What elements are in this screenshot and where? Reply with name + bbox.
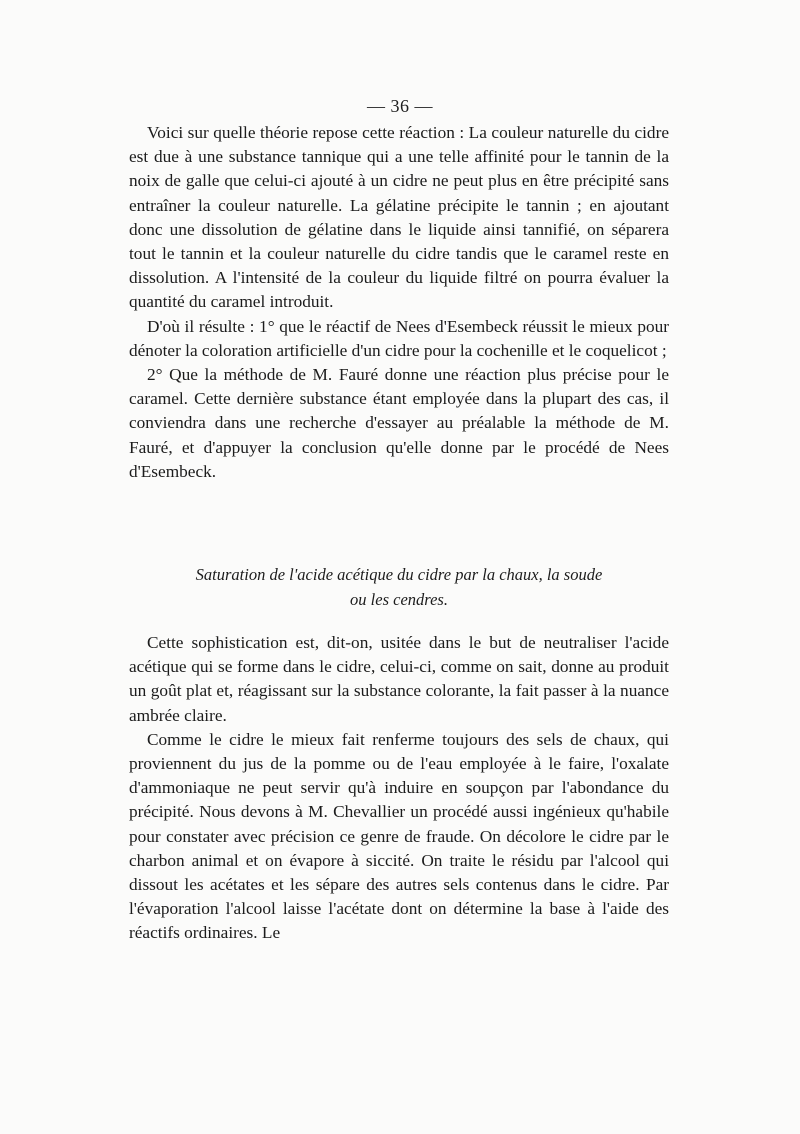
paragraph-chevallier-method: Comme le cidre le mieux fait renferme toujours des sels de chaux, qui proviennent du jus de la pomme ou de l'eau employée à le faire, l'oxalate d'ammoniaque ne peut servir qu'à induire en soupçon par l'abondance du précipité. Nous devons à M. Chevallier un procédé aussi ingénieux qu'habile pour constater avec précision ce genre de fraude. On décolore le cidre par le charbon animal et on évapore à siccité. On traite le résidu par l'alcool qui dissout les acétates et les sépare des autres sels contenus dans le cidre. Par l'évaporation l'alcool laisse l'acétate dont on détermine la base à l'aide des réactifs ordinaires. Le (129, 729, 669, 943)
section-heading-line-2: ou les cendres. (350, 590, 448, 609)
section-1-text (129, 121, 669, 484)
paragraph-theory: Voici sur quelle théorie repose cette réaction : La couleur naturelle du cidre est due à une substance tannique qui a une telle affinité pour le tannin de la noix de galle que celui-ci ajouté à un cidre ne peut plus en être précipité sans entraîner la couleur naturelle. La gélatine précipite le tannin ; en ajoutant donc une dissolution de gélatine dans le liquide ainsi tannifié, on séparera tout le tannin et la couleur naturelle du cidre tandis que le caramel reste en dissolution. A l'intensité de la couleur du liquide filtré on pourra évaluer la quantité du caramel introduit. (129, 123, 669, 312)
paragraph-result-1: D'où il résulte : 1° que le réactif de Nees d'Esembeck réussit le mieux pour dénoter la coloration artificielle d'un cidre pour la cochenille et le coquelicot ; (129, 316, 669, 360)
section-2-text (129, 631, 669, 946)
section-heading-line-1: Saturation de l'acide acétique du cidre par la chaux, la soude (195, 565, 603, 584)
paragraph-result-2: 2° Que la méthode de M. Fauré donne une réaction plus précise pour le caramel. Cette dernière substance étant employée dans la plupart des cas, il conviendra dans une recherche d'essayer au préalable la méthode de M. Fauré, et d'appuyer la conclusion qu'elle donne par le procédé de Nees d'Esembeck. (129, 365, 669, 481)
page-number: — 36 — (367, 96, 433, 116)
paragraph-sophistication: Cette sophistication est, dit-on, usitée dans le but de neutraliser l'acide acétique qui se forme dans le cidre, celui-ci, comme on sait, donne au produit un goût plat et, réagissant sur la substance colorante, la fait passer à la nuance ambrée claire. (129, 633, 669, 725)
section-heading (129, 562, 669, 612)
